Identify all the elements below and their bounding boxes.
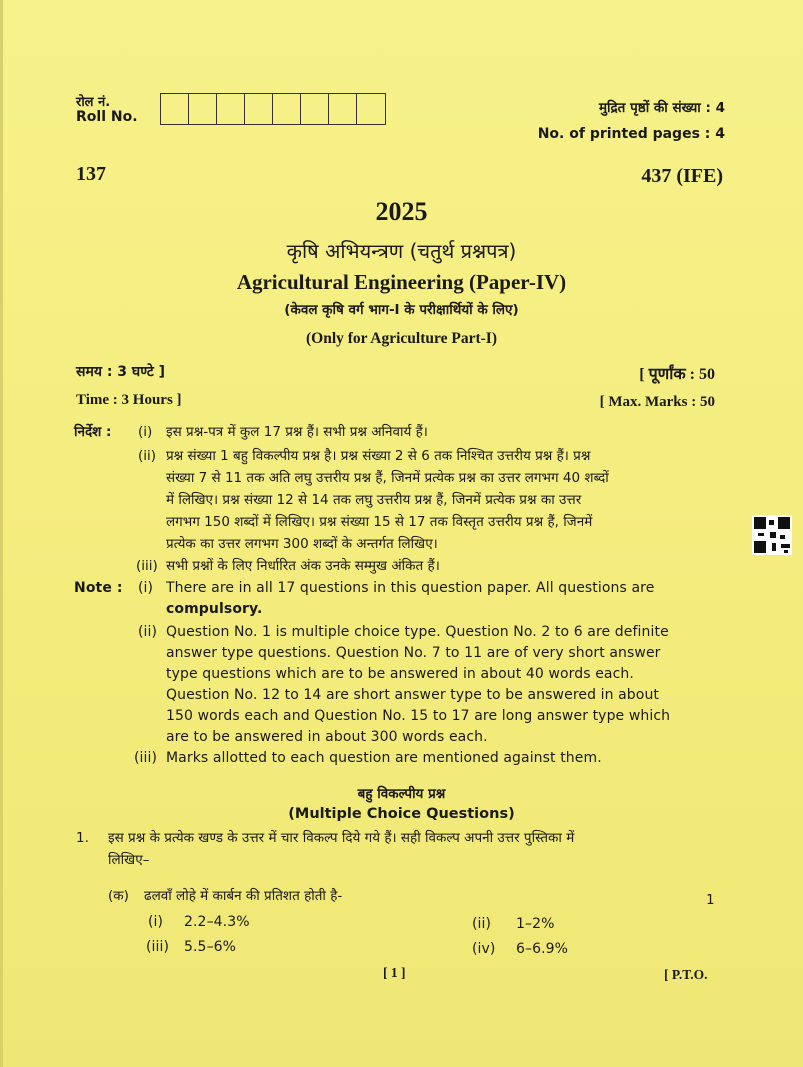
instruction-hi-ii-line: संख्या 7 से 11 तक अति लघु उत्तरीय प्रश्न हैं, जिनमें प्रत्येक प्रश्न का उत्तर लगभग 40 शब्दों [166,470,609,486]
note-label-en: Note : [74,580,123,596]
max-marks-en: [ Max. Marks : 50 [599,394,715,410]
note-en-ii-line: type questions which are to be answered in about 40 words each. [166,666,634,682]
question-marks: 1 [706,892,715,908]
subject-title-en: Agricultural Engineering (Paper-IV) [236,270,567,294]
instruction-hi-ii-line: लगभग 150 शब्दों में लिखिए। प्रश्न संख्या 15 से 17 तक विस्तृत उत्तरीय प्रश्न हैं, जिनमें [166,514,593,530]
note-en-i-line: compulsory. [166,601,263,617]
pto-label: [ P.T.O. [664,967,708,982]
option-text: 1–2% [516,916,555,932]
roll-label-en: Roll No. [76,109,138,125]
option-text: 6–6.9% [516,941,569,957]
page-number: [ 1 ] [383,965,406,980]
option-num: (i) [148,914,164,930]
note-en-iii: Marks allotted to each question are mentioned against them. [166,750,602,766]
option-text: 5.5–6% [184,939,237,955]
page-edge [0,0,3,1067]
note-en-i-line: There are in all 17 questions in this question paper. All questions are [166,580,655,596]
instruction-hi-ii-line: में लिखिए। प्रश्न संख्या 12 से 14 तक लघु उत्तरीय प्रश्न हैं, जिनमें प्रत्येक प्रश्न का उत्तर [166,492,582,508]
roll-number-boxes[interactable] [160,93,386,125]
note-en-ii-line: answer type questions. Question No. 7 to 11 are of very short answer [166,645,661,661]
instructions-label-hi: निर्देश : [74,424,112,440]
section-title-en: (Multiple Choice Questions) [288,806,515,822]
paper-code-right: 437 (IFE) [641,165,723,187]
note-en-ii-line: are to be answered in about 300 words each. [166,729,488,745]
instruction-hi-ii-num: (ii) [138,448,157,464]
note-en-iii-num: (iii) [134,750,158,766]
instruction-hi-ii-line: प्रत्येक का उत्तर लगभग 300 शब्दों के अन्तर्गत लिखिए। [166,536,438,552]
option-num: (iv) [472,941,496,957]
question-line: लिखिए– [108,852,150,868]
note-en-ii-line: 150 words each and Question No. 15 to 17 are long answer type which [166,708,671,724]
note-en-ii-line: Question No. 12 to 14 are short answer type to be answered in about [166,687,660,703]
question-part-text: ढलवाँ लोहे में कार्बन की प्रतिशत होती है- [144,888,343,904]
instruction-hi-i: इस प्रश्न-पत्र में कुल 17 प्रश्न हैं। सभी प्रश्न अनिवार्य हैं। [166,424,428,440]
printed-pages-en: No. of printed pages : 4 [537,126,725,142]
question-line: इस प्रश्न के प्रत्येक खण्ड के उत्तर में चार विकल्प दिये गये हैं। सही विकल्प अपनी उत्तर पुस्तिका में [108,830,575,846]
instruction-hi-iii-num: (iii) [136,558,158,574]
subject-title-hi: कृषि अभियन्त्रण (चतुर्थ प्रश्नपत्र) [286,239,517,263]
candidates-note-hi: (केवल कृषि वर्ग भाग-I के परीक्षार्थियों के लिए) [284,302,519,318]
candidates-note-en: (Only for Agriculture Part-I) [306,330,497,347]
instruction-hi-ii-line: प्रश्न संख्या 1 बहु विकल्पीय प्रश्न है। प्रश्न संख्या 2 से 6 तक निश्चित उत्तरीय प्रश्न हैं। प्रश्न [166,448,591,464]
roll-label-hi: रोल नं. [76,95,111,110]
max-marks-hi: [ पूर्णांक : 50 [639,366,715,383]
section-title-hi: बहु विकल्पीय प्रश्न [357,786,446,802]
note-en-ii-num: (ii) [138,624,158,640]
question-part-label: (क) [108,888,129,904]
printed-pages-hi: मुद्रित पृष्ठों की संख्या : 4 [598,100,725,116]
note-en-ii-line: Question No. 1 is multiple choice type. Question No. 2 to 6 are definite [166,624,669,640]
paper-code-left: 137 [76,163,106,185]
question-number: 1. [76,830,89,846]
option-num: (ii) [472,916,492,932]
instruction-hi-iii: सभी प्रश्नों के लिए निर्धारित अंक उनके सम्मुख अंकित हैं। [166,558,440,574]
qr-code [752,515,792,555]
exam-year: 2025 [375,197,428,226]
time-hi: समय : 3 घण्टे ] [76,364,166,380]
option-num: (iii) [146,939,170,955]
option-text: 2.2–4.3% [184,914,250,930]
time-en: Time : 3 Hours ] [76,392,182,408]
note-en-i-num: (i) [138,580,154,596]
instruction-hi-i-num: (i) [138,424,153,440]
